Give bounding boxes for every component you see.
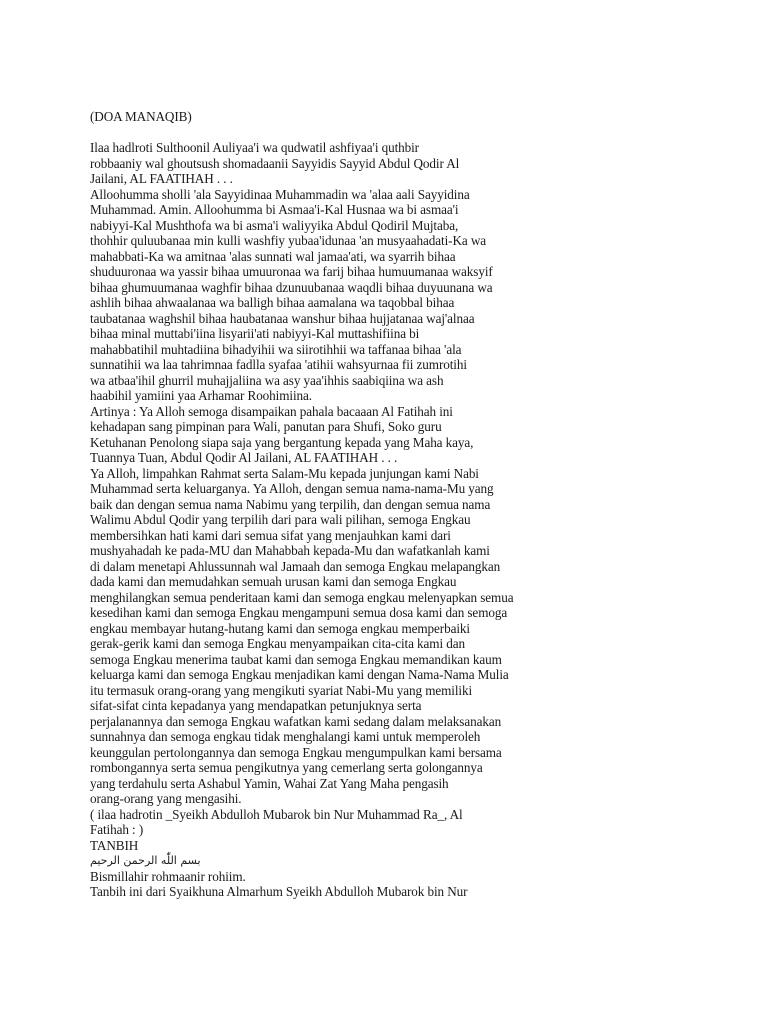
text-line: di dalam menetapi Ahlussunnah wal Jamaah dan semoga Engkau melapangkan [90,558,501,574]
text-line: thohhir quluubanaa min kulli washfiy yubaa'idunaa 'an musyaahadati-Ka wa [90,233,486,248]
text-line: Tuannya Tuan, Abdul Qodir Al Jailani, AL FAATIHAH . . . [90,450,398,465]
text-line: itu termasuk orang-orang yang mengikuti syariat Nabi-Mu yang memiliki [90,682,473,698]
closing-lines [90,869,560,900]
text-line: dada kami dan memudahkan semuah urusan kami dan semoga Engkau [90,574,457,589]
text-line: Fatihah : ) [90,822,144,837]
text-line: gerak-gerik kami dan semoga Engkau menyampaikan cita-cita kami dan [90,636,465,651]
blank-line [90,125,560,141]
text-line: kesedihan kami dan semoga Engkau mengampuni semua dosa kami dan semoga [90,605,508,620]
text-line: Ketuhanan Penolong siapa saja yang bergantung kepada yang Maha kaya, [90,434,474,450]
text-line: menghilangkan semua penderitaan kami dan semoga engkau melenyapkan semua [90,589,514,605]
text-line: Tanbih ini dari Syaikhuna Almarhum Syeikh Abdulloh Mubarok bin Nur [90,884,468,899]
text-line: Alloohumma sholli 'ala Sayyidinaa Muhammadin wa 'alaa aali Sayyidina [90,186,470,202]
body-lines [90,140,560,853]
text-line: shuduuronaa wa yassir bihaa umuuronaa wa farij bihaa humuumanaa waksyif [90,264,493,279]
text-line: kehadapan sang pimpinan para Wali, panutan para Shufi, Soko guru [90,419,442,434]
text-line: sifat-sifat cinta kepadanya yang mendapatkan petunjuknya serta [90,698,422,713]
text-line: nabiyyi-Kal Mushthofa wa bi asma'i waliyyika Abdul Qodiril Mujtaba, [90,217,459,233]
text-line: keluarga kami dan semoga Engkau menjadikan kami dengan Nama-Nama Mulia [90,667,509,682]
text-line: bihaa ghumuumanaa waghfir bihaa dzunuubanaa waqdli bihaa duyuunana wa [90,279,493,295]
document-body [90,109,560,900]
text-line: engkau membayar hutang-hutang kami dan semoga engkau memperbaiki [90,620,470,636]
text-line: baik dan dengan semua nama Nabimu yang terpilih, dan dengan semua nama [90,496,491,512]
text-line: sunnahnya dan semoga engkau tidak menghalangi kami untuk memperoleh [90,729,481,744]
text-line: bihaa minal muttabi'iina lisyarii'ati nabiyyi-Kal muttashifiina bi [90,326,420,341]
text-line: membersihkan hati kami dari semua sifat yang menjauhkan kami dari [90,527,451,543]
text-line: rombongannya serta semua pengikutnya yang cemerlang serta golongannya [90,760,483,775]
text-line: wa atbaa'ihil ghurril muhajjaliina wa asy yaa'ihhis saabiqiina wa ash [90,372,444,388]
text-line: TANBIH [90,837,139,853]
text-line: Bismillahir rohmaanir rohiim. [90,868,246,884]
text-line: mahabbatihil muhtadiina bihadyihii wa siirotihhii wa taffanaa bihaa 'ala [90,341,462,357]
text-line: haabihil yamiini yaa Arhamar Roohimiina. [90,388,312,403]
text-line: Artinya : Ya Alloh semoga disampaikan pahala bacaaan Al Fatihah ini [90,403,453,419]
text-line: ( ilaa hadrotin _Syeikh Abdulloh Mubarok bin Nur Muhammad Ra_, Al [90,806,463,822]
text-line: perjalanannya dan semoga Engkau wafatkan kami sedang dalam melaksanakan [90,713,502,729]
text-line: orang-orang yang mengasihi. [90,791,242,806]
text-line: yang terdahulu serta Ashabul Yamin, Wahai Zat Yang Maha pengasih [90,775,449,791]
text-line: mushyahadah ke pada-MU dan Mahabbah kepada-Mu dan wafatkanlah kami [90,543,490,558]
text-line: mahabbati-Ka wa amitnaa 'alas sunnati wal jamaa'ati, wa syarrih bihaa [90,248,456,264]
document-title: (DOA MANAQIB) [90,109,192,124]
text-line: Muhammad serta keluarganya. Ya Alloh, dengan semua nama-nama-Mu yang [90,481,494,496]
text-line: Walimu Abdul Qodir yang terpilih dari para wali pilihan, semoga Engkau [90,512,471,527]
text-line: ashlih bihaa ahwaalanaa wa balligh bihaa aamalana wa taqobbal bihaa [90,295,455,310]
text-line: sunnatihii wa laa tahrimnaa fadlla syafaa 'atihii wahsyurnaa fii zumrotihi [90,357,467,372]
text-line: robbaaniy wal ghoutsush shomadaanii Sayyidis Sayyid Abdul Qodir Al [90,155,460,171]
text-line: Ilaa hadlroti Sulthoonil Auliyaa'i wa qudwatil ashfiyaa'i quthbir [90,140,419,155]
arabic-basmalah: بسم اللّٰه الرحمن الرحيم [90,854,201,867]
text-line: semoga Engkau menerima taubat kami dan semoga Engkau memandikan kaum [90,651,502,667]
text-line: Muhammad. Amin. Alloohumma bi Asmaa'i-Kal Husnaa wa bi asmaa'i [90,202,459,217]
text-line: Jailani, AL FAATIHAH . . . [90,171,233,186]
text-line: taubatanaa waghshil bihaa haubatanaa wanshur bihaa hujjatanaa waj'alnaa [90,310,475,326]
text-line: Ya Alloh, limpahkan Rahmat serta Salam-Mu kepada junjungan kami Nabi [90,465,479,481]
text-line: keunggulan pertolongannya dan semoga Engkau mengumpulkan kami bersama [90,744,502,760]
